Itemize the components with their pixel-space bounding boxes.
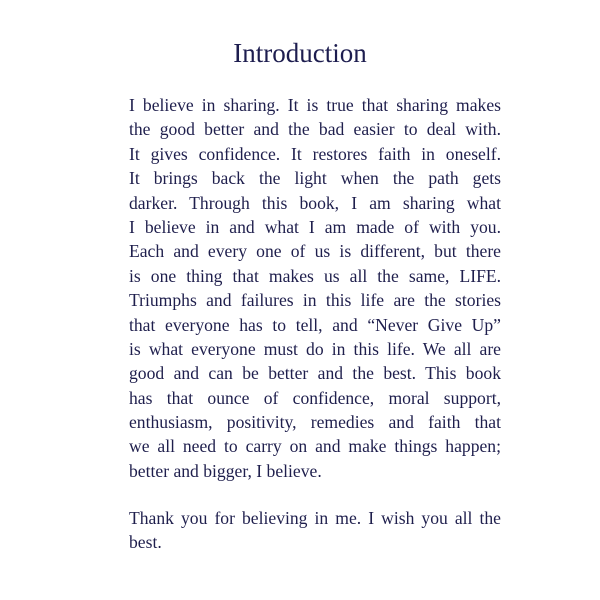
text-line: enthusiasm, positivity, remedies and faith that [129, 412, 501, 433]
text-line: we all need to carry on and make things happen; [129, 436, 501, 457]
text-line: good and can be better and the best. This book [129, 363, 501, 384]
text-line: better and bigger, I believe. [129, 460, 322, 481]
text-line: I believe in sharing. It is true that sharing makes [129, 95, 501, 115]
text-line: that everyone has to tell, and “Never Give Up” [129, 314, 501, 335]
text-line: is what everyone must do in this life. We all are [129, 338, 501, 359]
page-title: Introduction [233, 38, 367, 68]
text-line: It gives confidence. It restores faith in oneself. [129, 143, 501, 164]
text-line: Triumphs and failures in this life are the stories [129, 290, 501, 311]
text-line: the good better and the bad easier to deal with. [129, 119, 501, 140]
text-line: has that ounce of confidence, moral support, [129, 387, 501, 408]
text-line: best. [129, 532, 162, 553]
intro-paragraph [129, 93, 501, 483]
text-line: Each and every one of us is different, but there [129, 241, 501, 262]
text-line: It brings back the light when the path gets [129, 168, 501, 189]
text-line: Thank you for believing in me. I wish you all the [129, 508, 501, 528]
thanks-paragraph [129, 506, 501, 555]
text-line: darker. Through this book, I am sharing what [129, 192, 501, 213]
text-line: is one thing that makes us all the same, LIFE. [129, 265, 501, 286]
text-line: I believe in and what I am made of with you. [129, 216, 501, 237]
